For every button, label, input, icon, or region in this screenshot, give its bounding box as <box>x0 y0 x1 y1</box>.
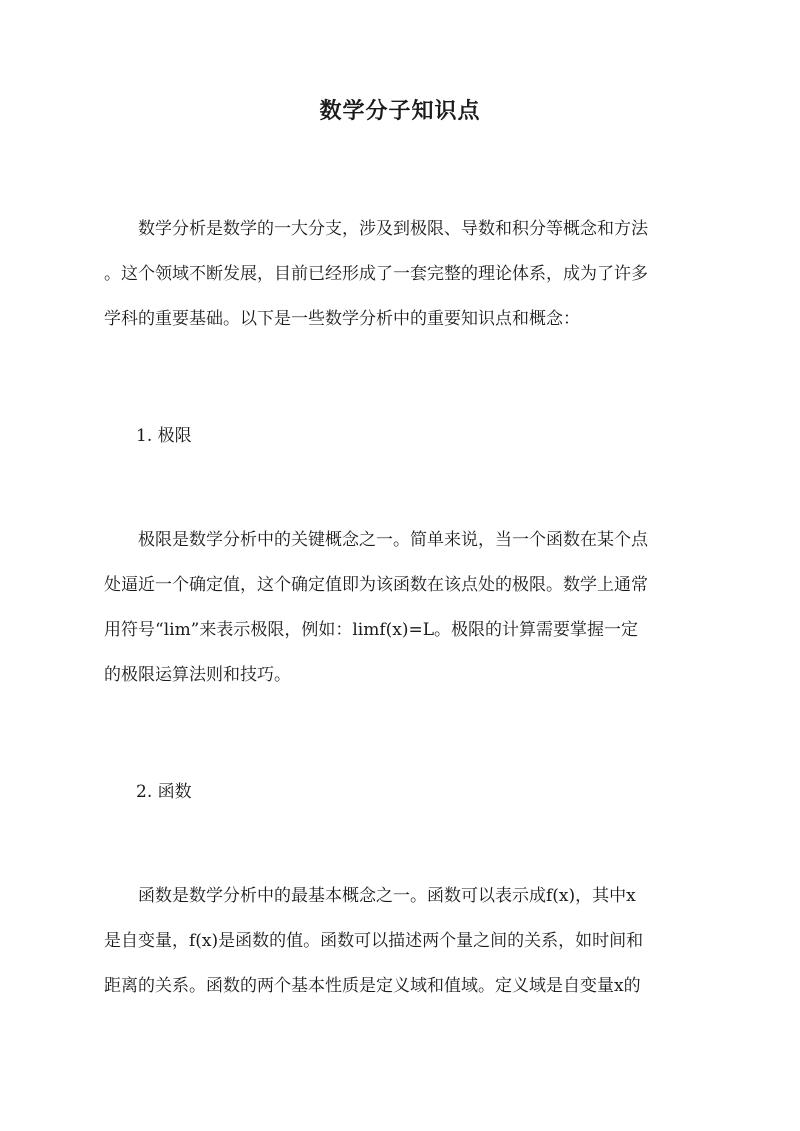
section-line: 处逼近一个确定值，这个确定值即为该函数在该点处的极限。数学上通常 <box>104 575 648 595</box>
intro-line: 。这个领域不断发展，目前已经形成了一套完整的理论体系，成为了许多 <box>104 264 648 284</box>
section-line: 极限是数学分析中的关键概念之一。简单来说，当一个函数在某个点 <box>138 530 648 550</box>
intro-line: 学科的重要基础。以下是一些数学分析中的重要知识点和概念： <box>104 309 580 329</box>
intro-line: 数学分析是数学的一大分支，涉及到极限、导数和积分等概念和方法 <box>138 219 648 239</box>
section-paragraph-function <box>104 874 698 1009</box>
document-title: 数学分子知识点 <box>319 98 481 124</box>
intro-paragraph <box>104 207 698 342</box>
section-line: 距离的关系。函数的两个基本性质是定义域和值域。定义域是自变量x的 <box>104 976 641 996</box>
section-line: 是自变量，f(x)是函数的值。函数可以描述两个量之间的关系，如时间和 <box>104 931 644 951</box>
section-line: 函数是数学分析中的最基本概念之一。函数可以表示成f(x)，其中x <box>138 886 636 906</box>
section-line: 的极限运算法则和技巧。 <box>104 665 291 685</box>
section-heading-limit: 1. 极限 <box>136 426 192 446</box>
section-paragraph-limit <box>104 518 698 698</box>
section-line: 用符号“lim”来表示极限，例如：limf(x)=L。极限的计算需要掌握一定 <box>104 620 639 640</box>
section-heading-function: 2. 函数 <box>136 782 192 802</box>
